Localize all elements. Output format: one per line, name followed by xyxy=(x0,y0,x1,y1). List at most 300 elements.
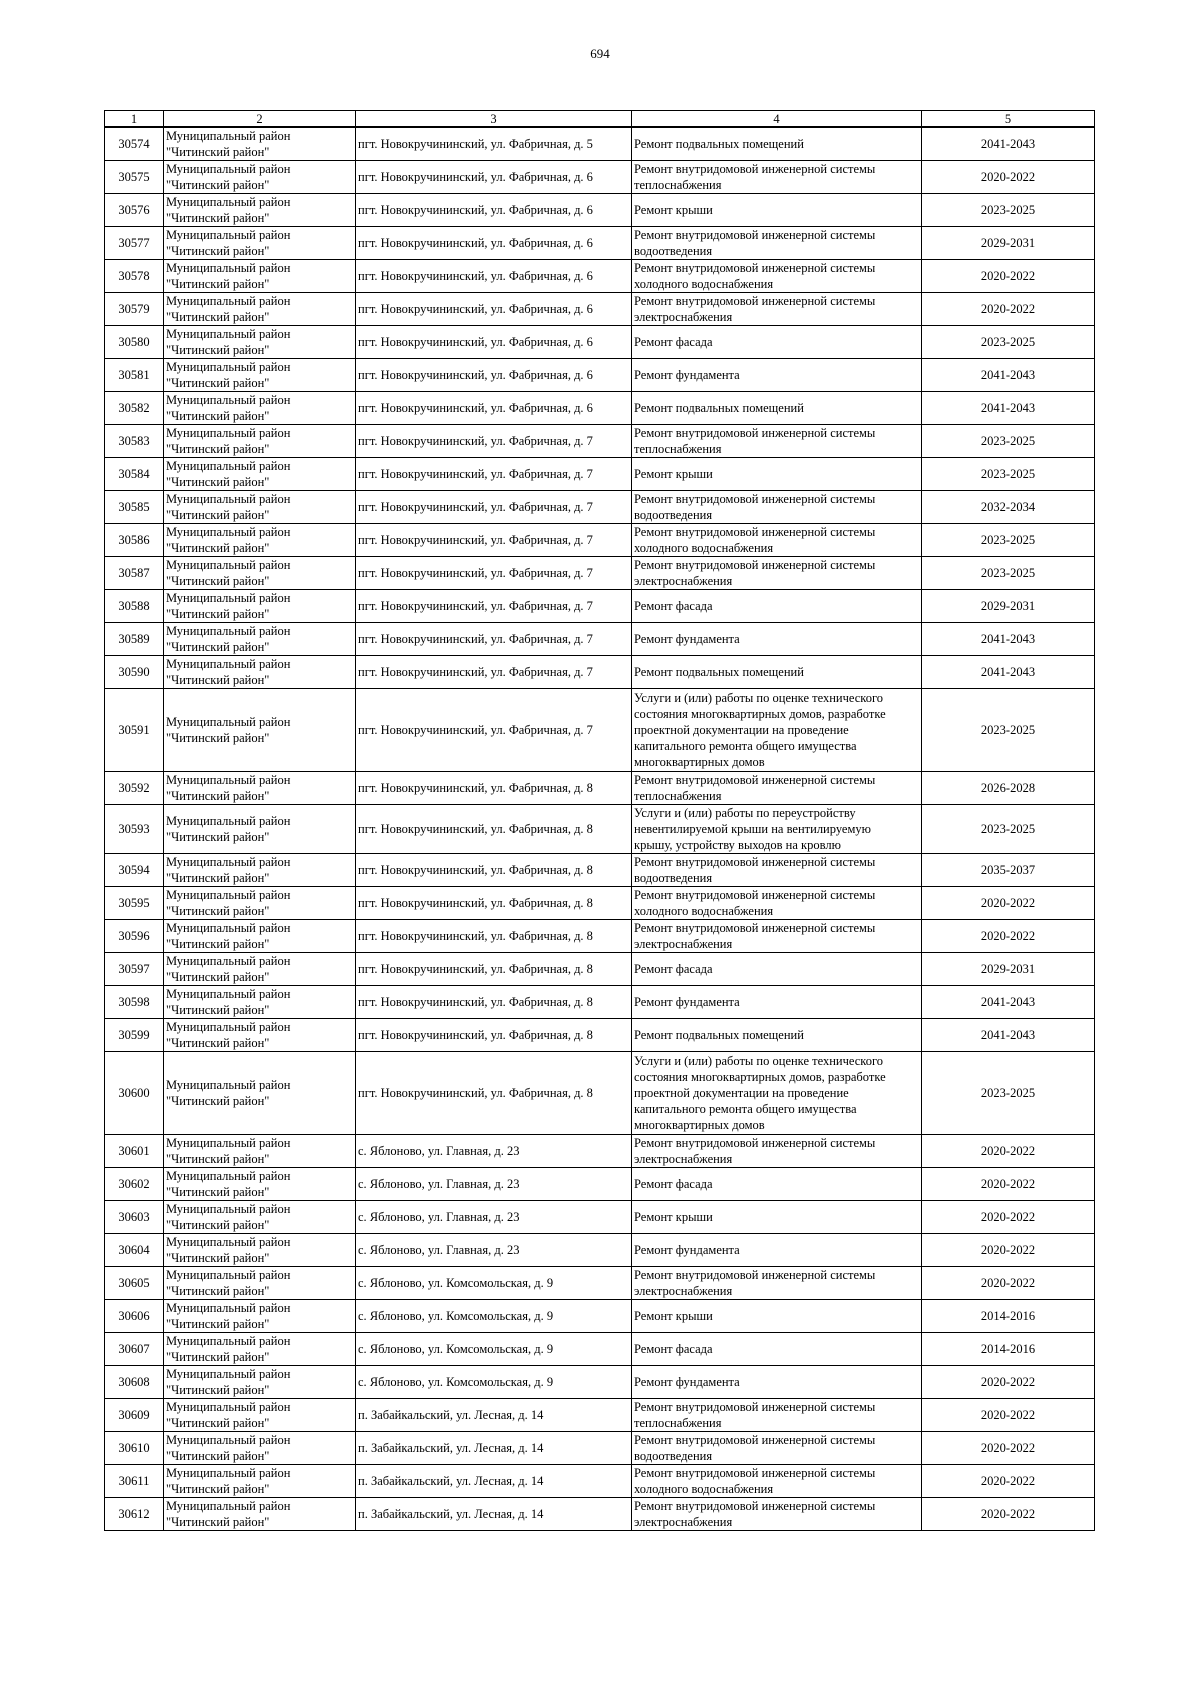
municipality-cell xyxy=(164,458,356,491)
work-type-cell xyxy=(632,458,922,491)
address-text: п. Забайкальский, ул. Лесная, д. 14 xyxy=(358,1408,544,1422)
table-row xyxy=(105,590,1095,623)
address-text: п. Забайкальский, ул. Лесная, д. 14 xyxy=(358,1474,544,1488)
period-cell xyxy=(922,986,1095,1019)
municipality-cell xyxy=(164,293,356,326)
address-cell xyxy=(356,1201,632,1234)
period-cell xyxy=(922,1432,1095,1465)
period-text: 2041-2043 xyxy=(980,1028,1036,1042)
municipality-text: Муниципальный район "Читинский район" xyxy=(166,987,291,1017)
address-text: пгт. Новокручининский, ул. Фабричная, д. 7 xyxy=(358,665,593,679)
address-text: с. Яблоново, ул. Комсомольская, д. 9 xyxy=(358,1309,554,1323)
work-type-text: Ремонт фундамента xyxy=(634,1375,740,1389)
table-row xyxy=(105,491,1095,524)
table-row xyxy=(105,656,1095,689)
table-row xyxy=(105,1267,1095,1300)
work-type-cell xyxy=(632,359,922,392)
address-cell xyxy=(356,805,632,854)
address-text: пгт. Новокручининский, ул. Фабричная, д. 7 xyxy=(358,723,593,737)
address-cell xyxy=(356,986,632,1019)
table-row xyxy=(105,1366,1095,1399)
municipality-text: Муниципальный район "Читинский район" xyxy=(166,1202,291,1232)
work-type-text: Ремонт внутридомовой инженерной системы холодного водоснабжения xyxy=(634,1466,876,1496)
address-cell xyxy=(356,1498,632,1531)
period-cell xyxy=(922,1168,1095,1201)
row-number-cell xyxy=(105,1498,164,1531)
period-cell xyxy=(922,557,1095,590)
municipality-text: Муниципальный район "Читинский район" xyxy=(166,855,291,885)
work-type-text: Ремонт фундамента xyxy=(634,1243,740,1257)
address-text: с. Яблоново, ул. Главная, д. 23 xyxy=(358,1177,520,1191)
work-type-cell xyxy=(632,1432,922,1465)
work-type-text: Услуги и (или) работы по оценке технического состояния многоквартирных домов, разработке проектной документации на проведение капитального ремонта общего имущества многоквартирных домов xyxy=(634,691,886,769)
address-cell xyxy=(356,194,632,227)
municipality-cell xyxy=(164,260,356,293)
work-type-cell xyxy=(632,260,922,293)
work-type-text: Ремонт подвальных помещений xyxy=(634,665,804,679)
period-cell xyxy=(922,805,1095,854)
address-text: п. Забайкальский, ул. Лесная, д. 14 xyxy=(358,1507,544,1521)
municipality-text: Муниципальный район "Читинский район" xyxy=(166,459,291,489)
work-type-text: Ремонт внутридомовой инженерной системы теплоснабжения xyxy=(634,1400,876,1430)
period-text: 2020-2022 xyxy=(980,170,1036,184)
table-header xyxy=(105,111,1095,128)
address-text: пгт. Новокручининский, ул. Фабричная, д. 8 xyxy=(358,1086,593,1100)
address-cell xyxy=(356,772,632,805)
address-text: пгт. Новокручининский, ул. Фабричная, д. 5 xyxy=(358,137,593,151)
work-type-text: Ремонт внутридомовой инженерной системы холодного водоснабжения xyxy=(634,525,876,555)
work-type-cell xyxy=(632,1465,922,1498)
address-text: пгт. Новокручининский, ул. Фабричная, д. 7 xyxy=(358,632,593,646)
row-number-text: 30596 xyxy=(118,929,150,943)
work-type-text: Ремонт внутридомовой инженерной системы холодного водоснабжения xyxy=(634,888,876,918)
municipality-text: Муниципальный район "Читинский район" xyxy=(166,327,291,357)
period-cell xyxy=(922,458,1095,491)
work-type-cell xyxy=(632,127,922,161)
row-number-text: 30611 xyxy=(118,1474,150,1488)
row-number-cell xyxy=(105,1333,164,1366)
work-type-text: Ремонт внутридомовой инженерной системы электроснабжения xyxy=(634,1268,876,1298)
municipality-cell xyxy=(164,392,356,425)
row-number-text: 30588 xyxy=(118,599,150,613)
address-text: пгт. Новокручининский, ул. Фабричная, д. 8 xyxy=(358,1028,593,1042)
row-number-text: 30608 xyxy=(118,1375,150,1389)
row-number-cell xyxy=(105,986,164,1019)
address-cell xyxy=(356,1465,632,1498)
period-text: 2029-2031 xyxy=(980,962,1036,976)
period-text: 2023-2025 xyxy=(980,1086,1036,1100)
header-row xyxy=(105,111,1095,128)
period-cell xyxy=(922,127,1095,161)
table-row xyxy=(105,1399,1095,1432)
municipality-cell xyxy=(164,953,356,986)
work-type-cell xyxy=(632,689,922,772)
table-row xyxy=(105,1432,1095,1465)
work-type-text: Ремонт внутридомовой инженерной системы водоотведения xyxy=(634,492,876,522)
municipality-cell xyxy=(164,1333,356,1366)
municipality-cell xyxy=(164,557,356,590)
address-text: пгт. Новокручининский, ул. Фабричная, д. 6 xyxy=(358,269,593,283)
row-number-cell xyxy=(105,127,164,161)
period-cell xyxy=(922,1300,1095,1333)
row-number-text: 30601 xyxy=(118,1144,150,1158)
municipality-cell xyxy=(164,326,356,359)
municipality-cell xyxy=(164,491,356,524)
table-row xyxy=(105,326,1095,359)
municipality-cell xyxy=(164,1432,356,1465)
municipality-cell xyxy=(164,772,356,805)
work-type-cell xyxy=(632,293,922,326)
address-cell xyxy=(356,524,632,557)
period-text: 2041-2043 xyxy=(980,368,1036,382)
row-number-cell xyxy=(105,953,164,986)
row-number-text: 30604 xyxy=(118,1243,150,1257)
municipality-cell xyxy=(164,1300,356,1333)
row-number-text: 30599 xyxy=(118,1028,150,1042)
address-cell xyxy=(356,1267,632,1300)
municipality-text: Муниципальный район "Читинский район" xyxy=(166,1466,291,1496)
table-row xyxy=(105,194,1095,227)
municipality-text: Муниципальный район "Читинский район" xyxy=(166,954,291,984)
table-row xyxy=(105,1300,1095,1333)
period-cell xyxy=(922,425,1095,458)
table-row xyxy=(105,227,1095,260)
address-cell xyxy=(356,425,632,458)
address-text: пгт. Новокручининский, ул. Фабричная, д. 7 xyxy=(358,566,593,580)
period-text: 2020-2022 xyxy=(980,1276,1036,1290)
address-cell xyxy=(356,1432,632,1465)
address-text: пгт. Новокручининский, ул. Фабричная, д. 7 xyxy=(358,434,593,448)
column-header-1: 1 xyxy=(105,111,164,128)
address-cell xyxy=(356,590,632,623)
work-type-text: Ремонт внутридомовой инженерной системы водоотведения xyxy=(634,228,876,258)
column-header-5: 5 xyxy=(922,111,1095,128)
row-number-cell xyxy=(105,161,164,194)
work-type-cell xyxy=(632,590,922,623)
work-type-cell xyxy=(632,1234,922,1267)
period-text: 2035-2037 xyxy=(980,863,1036,877)
work-type-cell xyxy=(632,920,922,953)
page-number: 694 xyxy=(590,46,610,61)
column-header-3: 3 xyxy=(356,111,632,128)
period-cell xyxy=(922,1019,1095,1052)
column-header-4: 4 xyxy=(632,111,922,128)
row-number-text: 30579 xyxy=(118,302,150,316)
table-row xyxy=(105,458,1095,491)
period-text: 2020-2022 xyxy=(980,1375,1036,1389)
address-cell xyxy=(356,293,632,326)
period-cell xyxy=(922,854,1095,887)
work-type-text: Ремонт крыши xyxy=(634,1309,713,1323)
address-text: пгт. Новокручининский, ул. Фабричная, д. 7 xyxy=(358,467,593,481)
table-row xyxy=(105,623,1095,656)
work-type-cell xyxy=(632,1333,922,1366)
municipality-text: Муниципальный район "Читинский район" xyxy=(166,1268,291,1298)
municipality-text: Муниципальный район "Читинский район" xyxy=(166,195,291,225)
work-type-text: Ремонт фундамента xyxy=(634,995,740,1009)
period-text: 2029-2031 xyxy=(980,236,1036,250)
address-text: пгт. Новокручининский, ул. Фабричная, д. 6 xyxy=(358,401,593,415)
period-text: 2020-2022 xyxy=(980,896,1036,910)
address-text: пгт. Новокручининский, ул. Фабричная, д. 7 xyxy=(358,599,593,613)
municipality-text: Муниципальный район "Читинский район" xyxy=(166,657,291,687)
column-header-2: 2 xyxy=(164,111,356,128)
row-number-cell xyxy=(105,656,164,689)
work-type-text: Ремонт внутридомовой инженерной системы электроснабжения xyxy=(634,1136,876,1166)
period-text: 2020-2022 xyxy=(980,1441,1036,1455)
municipality-cell xyxy=(164,1399,356,1432)
address-text: с. Яблоново, ул. Комсомольская, д. 9 xyxy=(358,1276,554,1290)
work-type-cell xyxy=(632,392,922,425)
period-cell xyxy=(922,1333,1095,1366)
period-text: 2023-2025 xyxy=(980,533,1036,547)
period-cell xyxy=(922,689,1095,772)
row-number-cell xyxy=(105,590,164,623)
row-number-text: 30587 xyxy=(118,566,150,580)
row-number-cell xyxy=(105,1366,164,1399)
work-type-cell xyxy=(632,986,922,1019)
municipality-text: Муниципальный район "Читинский район" xyxy=(166,624,291,654)
municipality-text: Муниципальный район "Читинский район" xyxy=(166,1020,291,1050)
municipality-cell xyxy=(164,1201,356,1234)
row-number-cell xyxy=(105,1019,164,1052)
row-number-cell xyxy=(105,392,164,425)
municipality-cell xyxy=(164,1168,356,1201)
period-cell xyxy=(922,590,1095,623)
table-row xyxy=(105,524,1095,557)
row-number-text: 30584 xyxy=(118,467,150,481)
municipality-text: Муниципальный район "Читинский район" xyxy=(166,129,291,159)
municipality-text: Муниципальный район "Читинский район" xyxy=(166,261,291,291)
row-number-text: 30606 xyxy=(118,1309,150,1323)
municipality-cell xyxy=(164,227,356,260)
work-type-text: Ремонт внутридомовой инженерной системы теплоснабжения xyxy=(634,162,876,192)
work-type-text: Ремонт внутридомовой инженерной системы электроснабжения xyxy=(634,294,876,324)
period-text: 2041-2043 xyxy=(980,632,1036,646)
work-type-cell xyxy=(632,491,922,524)
municipality-text: Муниципальный район "Читинский район" xyxy=(166,558,291,588)
row-number-text: 30580 xyxy=(118,335,150,349)
address-text: пгт. Новокручининский, ул. Фабричная, д. 8 xyxy=(358,863,593,877)
work-type-cell xyxy=(632,1201,922,1234)
period-text: 2020-2022 xyxy=(980,1408,1036,1422)
work-type-text: Ремонт фасада xyxy=(634,335,713,349)
work-type-cell xyxy=(632,1267,922,1300)
row-number-text: 30575 xyxy=(118,170,150,184)
work-type-cell xyxy=(632,524,922,557)
table-row xyxy=(105,920,1095,953)
row-number-text: 30610 xyxy=(118,1441,150,1455)
address-cell xyxy=(356,1168,632,1201)
municipality-cell xyxy=(164,805,356,854)
row-number-cell xyxy=(105,805,164,854)
row-number-cell xyxy=(105,887,164,920)
table-row xyxy=(105,1333,1095,1366)
address-text: с. Яблоново, ул. Главная, д. 23 xyxy=(358,1243,520,1257)
row-number-cell xyxy=(105,326,164,359)
address-cell xyxy=(356,689,632,772)
address-text: пгт. Новокручининский, ул. Фабричная, д. 6 xyxy=(358,203,593,217)
period-text: 2020-2022 xyxy=(980,1474,1036,1488)
work-type-text: Ремонт внутридомовой инженерной системы теплоснабжения xyxy=(634,426,876,456)
work-type-text: Ремонт фундамента xyxy=(634,632,740,646)
period-text: 2023-2025 xyxy=(980,203,1036,217)
table-row xyxy=(105,1201,1095,1234)
row-number-cell xyxy=(105,689,164,772)
work-type-text: Ремонт подвальных помещений xyxy=(634,1028,804,1042)
period-text: 2023-2025 xyxy=(980,723,1036,737)
address-cell xyxy=(356,326,632,359)
table-row xyxy=(105,161,1095,194)
period-text: 2023-2025 xyxy=(980,434,1036,448)
work-type-cell xyxy=(632,854,922,887)
period-cell xyxy=(922,1135,1095,1168)
municipality-text: Муниципальный район "Читинский район" xyxy=(166,162,291,192)
period-cell xyxy=(922,1465,1095,1498)
row-number-cell xyxy=(105,623,164,656)
row-number-cell xyxy=(105,359,164,392)
work-type-cell xyxy=(632,623,922,656)
address-text: пгт. Новокручининский, ул. Фабричная, д. 6 xyxy=(358,368,593,382)
work-type-text: Услуги и (или) работы по оценке технического состояния многоквартирных домов, разработке проектной документации на проведение капитального ремонта общего имущества многоквартирных домов xyxy=(634,1054,886,1132)
address-text: п. Забайкальский, ул. Лесная, д. 14 xyxy=(358,1441,544,1455)
table-row xyxy=(105,1498,1095,1531)
address-cell xyxy=(356,1019,632,1052)
row-number-text: 30577 xyxy=(118,236,150,250)
address-cell xyxy=(356,854,632,887)
work-type-cell xyxy=(632,557,922,590)
period-cell xyxy=(922,1399,1095,1432)
municipality-text: Муниципальный район "Читинский район" xyxy=(166,888,291,918)
address-cell xyxy=(356,623,632,656)
work-type-text: Ремонт подвальных помещений xyxy=(634,401,804,415)
table-body xyxy=(105,127,1095,1531)
row-number-text: 30598 xyxy=(118,995,150,1009)
row-number-text: 30602 xyxy=(118,1177,150,1191)
row-number-text: 30605 xyxy=(118,1276,150,1290)
row-number-text: 30583 xyxy=(118,434,150,448)
municipality-text: Муниципальный район "Читинский район" xyxy=(166,492,291,522)
period-text: 2023-2025 xyxy=(980,822,1036,836)
period-cell xyxy=(922,1234,1095,1267)
period-cell xyxy=(922,887,1095,920)
address-text: пгт. Новокручининский, ул. Фабричная, д. 8 xyxy=(358,995,593,1009)
address-text: пгт. Новокручининский, ул. Фабричная, д. 8 xyxy=(358,929,593,943)
address-cell xyxy=(356,656,632,689)
address-cell xyxy=(356,227,632,260)
work-type-cell xyxy=(632,227,922,260)
period-text: 2020-2022 xyxy=(980,1507,1036,1521)
row-number-text: 30576 xyxy=(118,203,150,217)
work-type-text: Ремонт внутридомовой инженерной системы электроснабжения xyxy=(634,558,876,588)
table-row xyxy=(105,425,1095,458)
work-type-cell xyxy=(632,772,922,805)
period-cell xyxy=(922,293,1095,326)
row-number-cell xyxy=(105,425,164,458)
period-text: 2014-2016 xyxy=(980,1342,1036,1356)
address-text: с. Яблоново, ул. Комсомольская, д. 9 xyxy=(358,1342,554,1356)
municipality-cell xyxy=(164,920,356,953)
work-type-cell xyxy=(632,1300,922,1333)
work-type-text: Ремонт фасада xyxy=(634,599,713,613)
period-cell xyxy=(922,1498,1095,1531)
work-type-text: Ремонт внутридомовой инженерной системы холодного водоснабжения xyxy=(634,261,876,291)
period-text: 2020-2022 xyxy=(980,1243,1036,1257)
period-text: 2023-2025 xyxy=(980,467,1036,481)
row-number-text: 30578 xyxy=(118,269,150,283)
address-cell xyxy=(356,359,632,392)
row-number-cell xyxy=(105,1465,164,1498)
municipality-cell xyxy=(164,1052,356,1135)
municipality-text: Муниципальный район "Читинский район" xyxy=(166,1367,291,1397)
work-type-cell xyxy=(632,1498,922,1531)
municipality-cell xyxy=(164,656,356,689)
municipality-cell xyxy=(164,590,356,623)
address-cell xyxy=(356,1135,632,1168)
address-text: пгт. Новокручининский, ул. Фабричная, д. 6 xyxy=(358,302,593,316)
municipality-text: Муниципальный район "Читинский район" xyxy=(166,1334,291,1364)
address-text: пгт. Новокручининский, ул. Фабричная, д. 6 xyxy=(358,335,593,349)
period-cell xyxy=(922,326,1095,359)
table-row xyxy=(105,1465,1095,1498)
work-type-text: Ремонт фасада xyxy=(634,1342,713,1356)
work-type-text: Ремонт внутридомовой инженерной системы электроснабжения xyxy=(634,921,876,951)
address-cell xyxy=(356,1366,632,1399)
municipality-text: Муниципальный район "Читинский район" xyxy=(166,426,291,456)
municipality-cell xyxy=(164,1019,356,1052)
period-text: 2041-2043 xyxy=(980,995,1036,1009)
row-number-cell xyxy=(105,920,164,953)
address-text: пгт. Новокручининский, ул. Фабричная, д. 7 xyxy=(358,500,593,514)
municipality-text: Муниципальный район "Читинский район" xyxy=(166,393,291,423)
address-text: пгт. Новокручининский, ул. Фабричная, д. 7 xyxy=(358,533,593,547)
work-type-cell xyxy=(632,1366,922,1399)
row-number-cell xyxy=(105,194,164,227)
period-text: 2020-2022 xyxy=(980,1210,1036,1224)
row-number-text: 30585 xyxy=(118,500,150,514)
work-type-text: Ремонт внутридомовой инженерной системы электроснабжения xyxy=(634,1499,876,1529)
row-number-cell xyxy=(105,491,164,524)
municipality-cell xyxy=(164,689,356,772)
municipality-cell xyxy=(164,127,356,161)
municipality-text: Муниципальный район "Читинский район" xyxy=(166,591,291,621)
row-number-text: 30581 xyxy=(118,368,150,382)
period-text: 2023-2025 xyxy=(980,335,1036,349)
municipality-text: Муниципальный район "Читинский район" xyxy=(166,1078,291,1108)
period-cell xyxy=(922,260,1095,293)
work-type-text: Ремонт внутридомовой инженерной системы теплоснабжения xyxy=(634,773,876,803)
address-text: пгт. Новокручининский, ул. Фабричная, д. 8 xyxy=(358,781,593,795)
address-cell xyxy=(356,953,632,986)
repair-schedule-table xyxy=(104,110,1095,1531)
row-number-cell xyxy=(105,1432,164,1465)
row-number-cell xyxy=(105,1267,164,1300)
table-row xyxy=(105,986,1095,1019)
row-number-cell xyxy=(105,854,164,887)
table-row xyxy=(105,953,1095,986)
address-cell xyxy=(356,920,632,953)
address-text: пгт. Новокручининский, ул. Фабричная, д. 6 xyxy=(358,170,593,184)
row-number-text: 30594 xyxy=(118,863,150,877)
period-text: 2026-2028 xyxy=(980,781,1036,795)
municipality-cell xyxy=(164,1498,356,1531)
municipality-cell xyxy=(164,1234,356,1267)
municipality-text: Муниципальный район "Читинский район" xyxy=(166,1169,291,1199)
municipality-cell xyxy=(164,854,356,887)
address-cell xyxy=(356,887,632,920)
table-row xyxy=(105,127,1095,161)
table-row xyxy=(105,887,1095,920)
